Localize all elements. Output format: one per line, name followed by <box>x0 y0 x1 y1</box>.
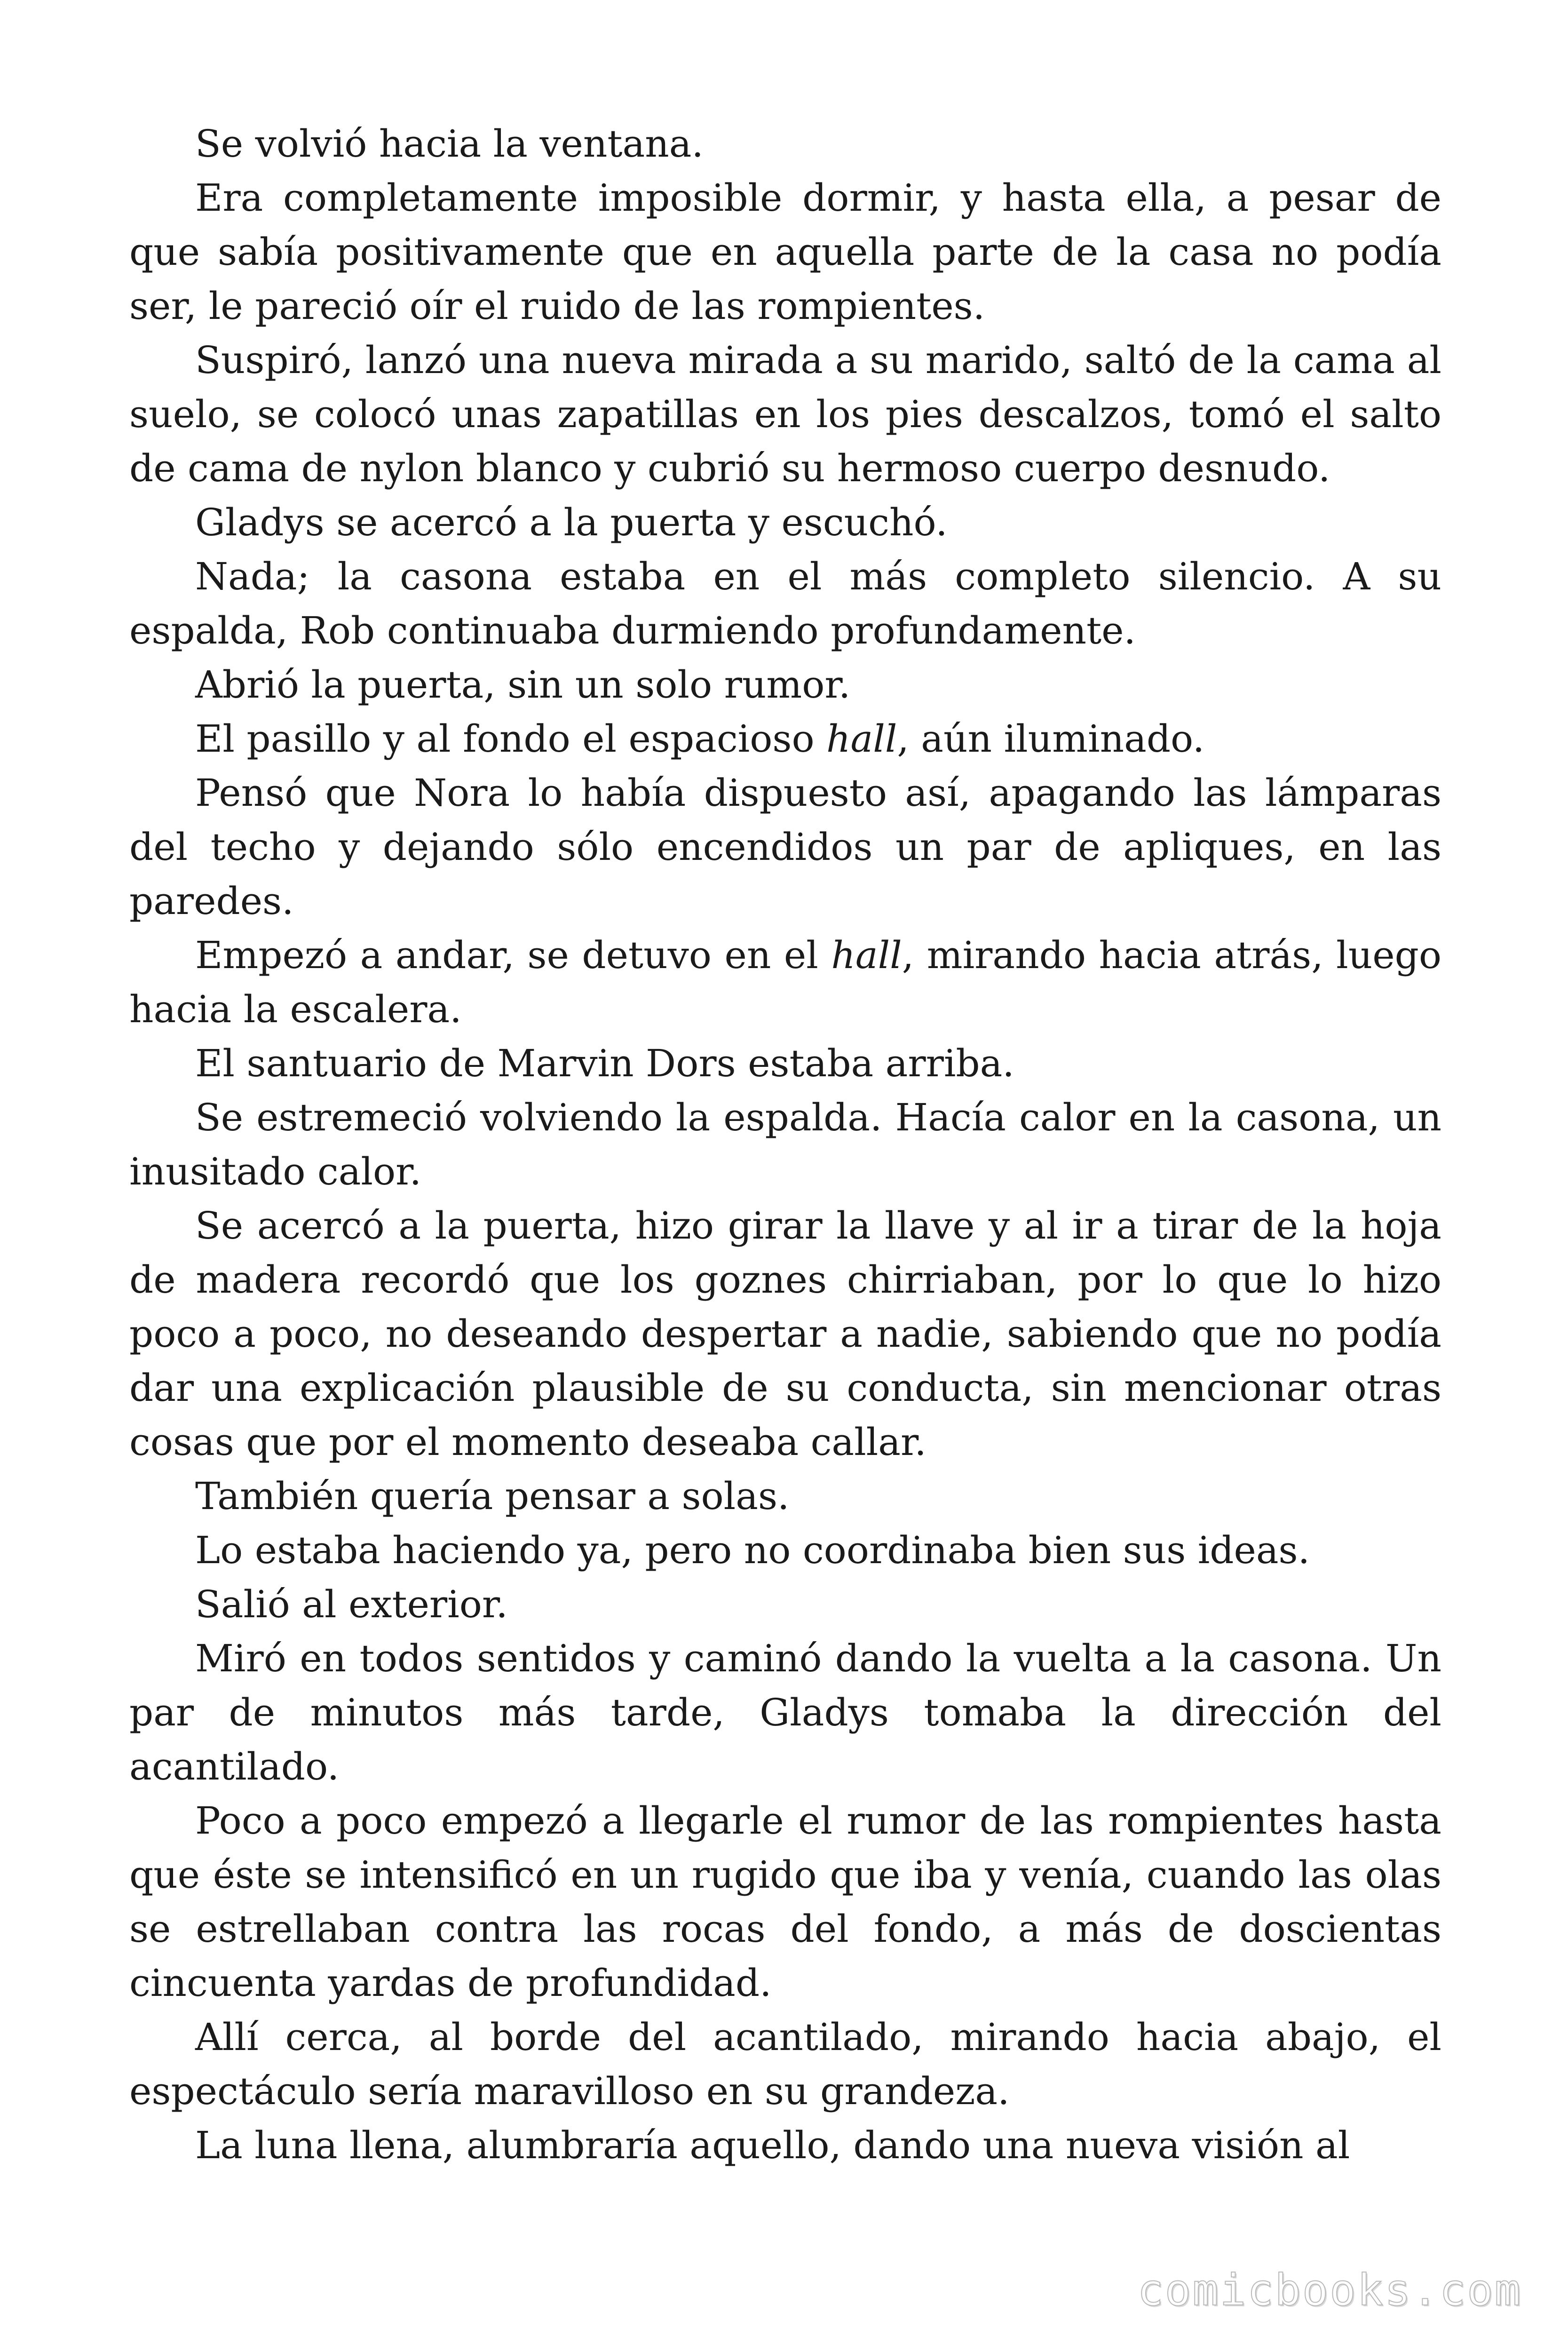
paragraph: Salió al exterior. <box>195 1582 508 1626</box>
paragraph: Lo estaba haciendo ya, pero no coordinaba bien sus ideas. <box>195 1528 1310 1572</box>
paragraph: El santuario de Marvin Dors estaba arriba. <box>195 1041 1014 1085</box>
paragraph: La luna llena, alumbraría aquello, dando una nueva visión al <box>195 2123 1350 2167</box>
paragraph: Gladys se acercó a la puerta y escuchó. <box>195 501 948 544</box>
paragraph: También quería pensar a solas. <box>195 1474 790 1518</box>
watermark: comicbooks.com <box>1137 2265 1522 2315</box>
paragraph: Allí cerca, al borde del acantilado, mirando hacia abajo, el espectáculo sería maravilloso en su grandeza. <box>129 2015 1441 2113</box>
paragraph: Poco a poco empezó a llegarle el rumor de las rompientes hasta que éste se intensificó en un rugido que iba y venía, cuando las olas se estrellaban contra las rocas del fondo, a más de doscientas cincuenta yardas de profundidad. <box>129 1799 1441 2005</box>
italic-word: hall <box>826 717 897 761</box>
paragraph: Suspiró, lanzó una nueva mirada a su marido, saltó de la cama al suelo, se colocó unas zapatillas en los pies descalzos, tomó el salto de cama de nylon blanco y cubrió su hermoso cuerpo desnudo. <box>129 338 1441 490</box>
paragraph: Empezó a andar, se detuvo en el hall, mirando hacia atrás, luego hacia la escalera. <box>129 933 1441 1031</box>
paragraph: Miró en todos sentidos y caminó dando la vuelta a la casona. Un par de minutos más tarde, Gladys tomaba la dirección del acantilado. <box>129 1637 1441 1788</box>
italic-word: hall <box>831 933 902 977</box>
paragraph: Pensó que Nora lo había dispuesto así, apagando las lámparas del techo y dejando sólo encendidos un par de apliques, en las paredes. <box>129 771 1441 923</box>
paragraph: Nada; la casona estaba en el más completo silencio. A su espalda, Rob continuaba durmiendo profundamente. <box>129 555 1441 652</box>
paragraph: Abrió la puerta, sin un solo rumor. <box>195 663 851 707</box>
page-text <box>129 117 1441 2172</box>
paragraph: El pasillo y al fondo el espacioso hall, aún iluminado. <box>195 717 1205 761</box>
paragraph: Se acercó a la puerta, hizo girar la llave y al ir a tirar de la hoja de madera recordó que los goznes chirriaban, por lo que lo hizo poco a poco, no deseando despertar a nadie, sabiendo que no podía dar una explicación plausible de su conducta, sin mencionar otras cosas que por el momento deseaba callar. <box>129 1204 1441 1464</box>
paragraph: Se volvió hacia la ventana. <box>195 122 704 166</box>
paragraph: Se estremeció volviendo la espalda. Hacía calor en la casona, un inusitado calor. <box>129 1096 1441 1193</box>
paragraph: Era completamente imposible dormir, y hasta ella, a pesar de que sabía positivamente que en aquella parte de la casa no podía ser, le pareció oír el ruido de las rompientes. <box>129 176 1441 328</box>
